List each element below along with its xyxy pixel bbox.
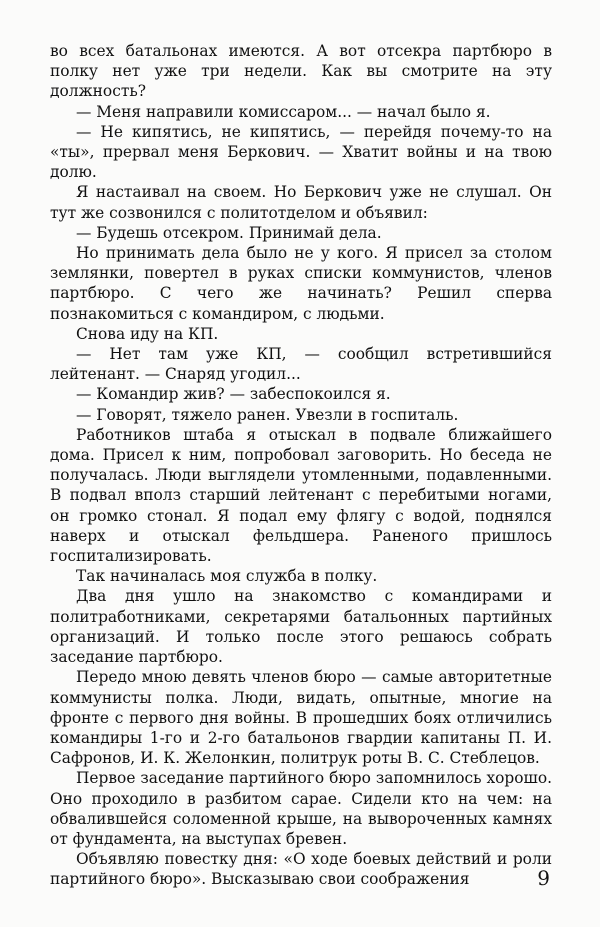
page-number: 9	[537, 866, 550, 890]
paragraph-6: Но принимать дела было не у кого. Я присел за столом землянки, повертел в руках списки коммунистов, членов партбюро. С чего же начинать? Решил сперва познакомиться с командиром, с людьми.	[50, 244, 552, 323]
paragraph-9: — Командир жив? — забеспокоился я.	[76, 385, 391, 404]
paragraph-11: Работников штаба я отыскал в подвале ближайшего дома. Присел к ним, попробовал заговорить. Но беседа не получалась. Люди выглядели утомленными, подавленными. В подвал вполз старший лейтенант с перебитыми ногами, он громко стонал. Я подал ему флягу с водой, поднялся наверх и отыскал фельдшера. Раненого пришлось госпитализировать.	[50, 425, 552, 566]
paragraph-10: — Говорят, тяжело ранен. Увезли в госпиталь.	[76, 405, 459, 424]
paragraph-15: Первое заседание партийного бюро запомнилось хорошо. Оно проходило в разбитом сарае. Сидели кто на чем: на обвалившейся соломенной крыше, на вывороченных камнях от фундамента, на выступах бревен.	[50, 769, 552, 848]
paragraph-12: Так начиналась моя служба в полку.	[76, 567, 378, 586]
paragraph-13: Два дня ушло на знакомство с командирами и политработниками, секретарями батальонных партийных организаций. И только после этого решаюсь собрать заседание партбюро.	[50, 587, 552, 667]
paragraph-4: Я настаивал на своем. Но Беркович уже не слушал. Он тут же созвонился с политотделом и объявил:	[50, 183, 552, 222]
paragraph-8: — Нет там уже КП, — сообщил встретившийся лейтенант. — Снаряд угодил...	[50, 345, 552, 384]
paragraph-3: — Не кипятись, не кипятись, — перейдя почему-то на «ты», прервал меня Беркович. — Хватит войны и на твою долю.	[50, 122, 552, 182]
paragraph-1: во всех батальонах имеются. А вот отсекра партбюро в полку нет уже три недели. Как вы смотрите на эту должность?	[50, 42, 552, 101]
paragraph-16: Объявляю повестку дня: «О ходе боевых действий и роли партийного бюро». Высказываю свои соображения	[50, 850, 552, 889]
paragraph-14: Передо мною девять членов бюро — самые авторитетные коммунисты полка. Люди, видать, опытные, многие на фронте с первого дня войны. В прошедших боях отличились командиры 1-го и 2-го батальонов гвардии капитаны П. И. Сафронов, И. К. Желонкин, политрук роты В. С. Стеблецов.	[50, 668, 552, 768]
paragraph-5: — Будешь отсекром. Принимай дела.	[76, 223, 382, 242]
body-text	[50, 41, 552, 890]
paragraph-7: Снова иду на КП.	[76, 324, 219, 343]
paragraph-2: — Меня направили комиссаром... — начал было я.	[76, 102, 491, 121]
